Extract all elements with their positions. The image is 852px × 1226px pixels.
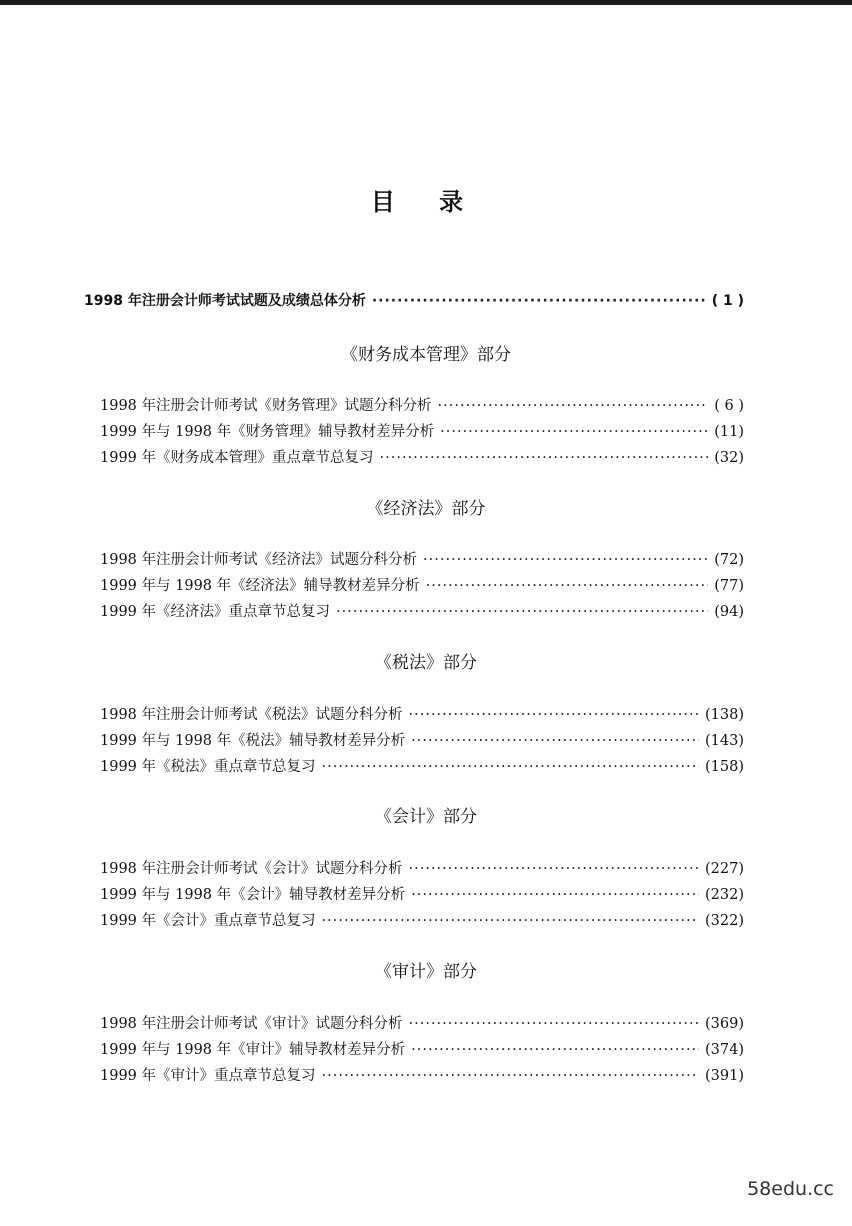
toc-entry[interactable] bbox=[100, 1040, 744, 1060]
toc-entry[interactable] bbox=[100, 576, 744, 596]
toc-entry[interactable] bbox=[100, 885, 744, 905]
page-title: 目 录 bbox=[370, 188, 482, 216]
toc-entry-label: 1999 年《会计》重点章节总复习 bbox=[100, 913, 316, 929]
toc-entry[interactable] bbox=[100, 859, 744, 879]
toc-entry[interactable] bbox=[100, 550, 744, 570]
toc-page-number: (391) bbox=[705, 1068, 744, 1084]
section-heading-accounting: 《会计》部分 bbox=[375, 807, 477, 827]
toc-entry[interactable] bbox=[100, 1014, 744, 1034]
dot-leader bbox=[438, 396, 709, 416]
dot-leader bbox=[322, 1066, 699, 1086]
toc-entry[interactable] bbox=[100, 705, 744, 725]
dot-leader bbox=[409, 705, 699, 725]
toc-entry[interactable] bbox=[100, 422, 744, 442]
dot-leader bbox=[380, 448, 709, 468]
dot-leader bbox=[440, 422, 708, 442]
toc-entry[interactable] bbox=[100, 602, 744, 622]
toc-page-number: (369) bbox=[705, 1016, 744, 1032]
dot-leader bbox=[411, 731, 699, 751]
toc-entry-label: 1998 年注册会计师考试试题及成绩总体分析 bbox=[84, 293, 366, 309]
toc-entry[interactable] bbox=[100, 911, 744, 931]
toc-entry-label: 1998 年注册会计师考试《税法》试题分科分析 bbox=[100, 707, 403, 723]
toc-page-number: (158) bbox=[705, 759, 744, 775]
toc-entry[interactable] bbox=[100, 731, 744, 751]
toc-page-number: (32) bbox=[714, 450, 744, 466]
dot-leader bbox=[411, 885, 699, 905]
toc-entry-label: 1998 年注册会计师考试《经济法》试题分科分析 bbox=[100, 552, 418, 568]
toc-page-number: (94) bbox=[714, 604, 744, 620]
toc-page-number: (374) bbox=[705, 1042, 744, 1058]
toc-page-number: (143) bbox=[705, 733, 744, 749]
toc-page-number: (227) bbox=[705, 861, 744, 877]
toc-page-number: (322) bbox=[705, 913, 744, 929]
toc-page-number: (138) bbox=[705, 707, 744, 723]
watermark: 58edu.cc bbox=[747, 1178, 834, 1200]
toc-page-number: (72) bbox=[714, 552, 744, 568]
toc-entry-label: 1999 年与 1998 年《税法》辅导教材差异分析 bbox=[100, 733, 406, 749]
toc-entry[interactable] bbox=[100, 1066, 744, 1086]
toc-entry-label: 1999 年《财务成本管理》重点章节总复习 bbox=[100, 450, 374, 466]
toc-page-number: (232) bbox=[705, 887, 744, 903]
toc-entry[interactable] bbox=[100, 448, 744, 468]
toc-entry-label: 1998 年注册会计师考试《会计》试题分科分析 bbox=[100, 861, 403, 877]
dot-leader bbox=[322, 911, 699, 931]
toc-page-number: (11) bbox=[714, 424, 744, 440]
toc-entry-label: 1999 年《经济法》重点章节总复习 bbox=[100, 604, 331, 620]
section-heading-financial-cost-management: 《财务成本管理》部分 bbox=[341, 345, 511, 365]
dot-leader bbox=[409, 1014, 699, 1034]
section-heading-economic-law: 《经济法》部分 bbox=[366, 499, 486, 519]
toc-entry-label: 1999 年与 1998 年《经济法》辅导教材差异分析 bbox=[100, 578, 420, 594]
dot-leader bbox=[372, 291, 706, 311]
toc-page-number: ( 6 ) bbox=[714, 398, 744, 414]
toc-entry-label: 1999 年《税法》重点章节总复习 bbox=[100, 759, 316, 775]
toc-entry[interactable] bbox=[100, 396, 744, 416]
toc-page-number: (77) bbox=[714, 578, 744, 594]
dot-leader bbox=[426, 576, 709, 596]
toc-entry-label: 1999 年与 1998 年《会计》辅导教材差异分析 bbox=[100, 887, 406, 903]
toc-entry-label: 1999 年与 1998 年《财务管理》辅导教材差异分析 bbox=[100, 424, 435, 440]
toc-entry-label: 1999 年与 1998 年《审计》辅导教材差异分析 bbox=[100, 1042, 406, 1058]
dot-leader bbox=[411, 1040, 699, 1060]
section-heading-tax-law: 《税法》部分 bbox=[375, 653, 477, 673]
toc-entry-label: 1998 年注册会计师考试《财务管理》试题分科分析 bbox=[100, 398, 432, 414]
toc-entry-label: 1999 年《审计》重点章节总复习 bbox=[100, 1068, 316, 1084]
toc-entry-label: 1998 年注册会计师考试《审计》试题分科分析 bbox=[100, 1016, 403, 1032]
dot-leader bbox=[322, 757, 699, 777]
toc-entry-overview[interactable] bbox=[84, 291, 744, 311]
dot-leader bbox=[423, 550, 708, 570]
section-heading-audit: 《审计》部分 bbox=[375, 962, 477, 982]
toc-entry[interactable] bbox=[100, 757, 744, 777]
top-border-rule bbox=[0, 0, 852, 5]
toc-page-number: ( 1 ) bbox=[711, 293, 744, 309]
dot-leader bbox=[409, 859, 699, 879]
dot-leader bbox=[336, 602, 708, 622]
